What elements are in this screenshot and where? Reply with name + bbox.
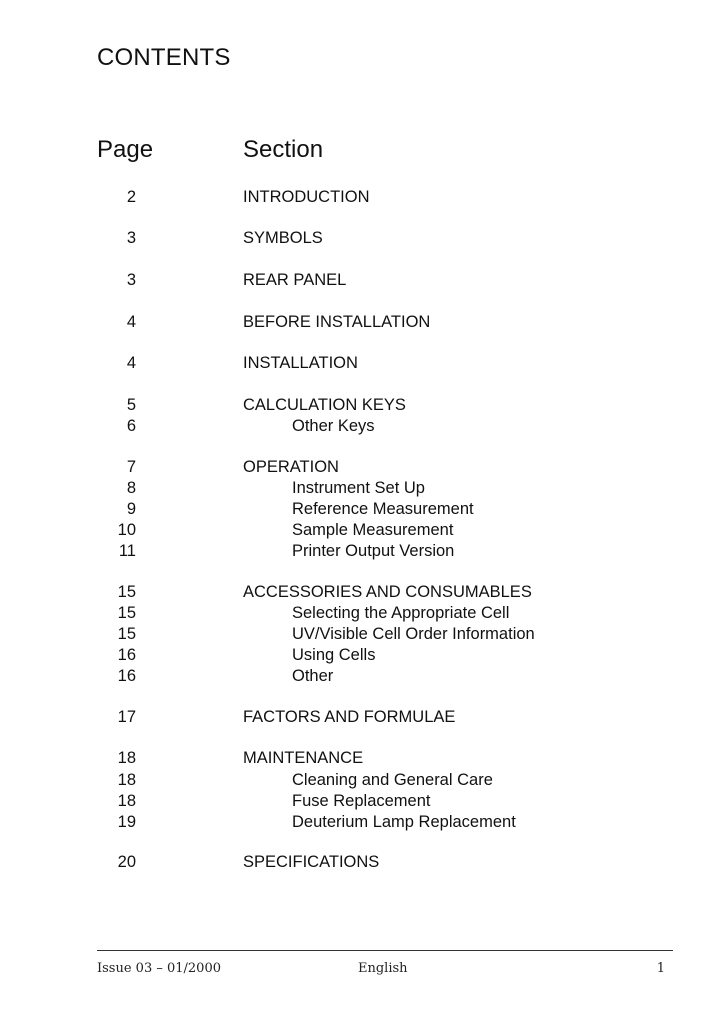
toc-page-number: 15 (117, 583, 136, 601)
toc-entry (0, 312, 723, 333)
toc-page-number: 7 (126, 458, 136, 476)
footer-language: English (358, 961, 408, 976)
toc-page-number: 4 (126, 313, 136, 331)
footer-issue: Issue 03 – 01/2000 (97, 961, 221, 976)
toc-subsection-title: Deuterium Lamp Replacement (292, 813, 516, 831)
toc-subentry (0, 770, 723, 791)
toc-entry (0, 353, 723, 374)
toc-page-number: 11 (118, 542, 136, 560)
toc-subentry (0, 645, 723, 666)
toc-page-number: 15 (117, 604, 136, 622)
toc-page-number: 2 (126, 188, 136, 206)
footer-page-number: 1 (656, 961, 665, 976)
toc-page-number: 4 (126, 354, 136, 372)
toc-subentry (0, 520, 723, 541)
toc-entry (0, 395, 723, 416)
toc-page-number: 15 (117, 625, 136, 643)
toc-subentry (0, 603, 723, 624)
toc-subentry (0, 666, 723, 687)
toc-page-number: 20 (117, 853, 136, 871)
toc-page-number: 16 (117, 646, 136, 664)
toc-subentry (0, 624, 723, 645)
toc-subsection-title: Sample Measurement (292, 521, 454, 539)
toc-page-number: 5 (126, 396, 136, 414)
toc-page-number: 9 (126, 500, 136, 518)
toc-page-number: 17 (117, 708, 136, 726)
toc-subsection-title: Other Keys (292, 417, 375, 435)
toc-entry (0, 187, 723, 208)
toc-subentry (0, 416, 723, 437)
footer-divider (97, 950, 673, 951)
toc-subsection-title: UV/Visible Cell Order Information (292, 625, 535, 643)
toc-page-number: 8 (126, 479, 136, 497)
toc-section-title: ACCESSORIES AND CONSUMABLES (243, 583, 532, 601)
toc-page-number: 10 (117, 521, 136, 539)
toc-section-title: MAINTENANCE (243, 749, 364, 767)
page-title: CONTENTS (97, 44, 231, 71)
toc-subentry (0, 478, 723, 499)
toc-entry (0, 707, 723, 728)
toc-page-number: 18 (117, 749, 136, 767)
toc-section-title: REAR PANEL (243, 271, 347, 289)
toc-section-title: CALCULATION KEYS (243, 396, 406, 414)
toc-subsection-title: Cleaning and General Care (292, 771, 493, 789)
toc-subsection-title: Fuse Replacement (292, 792, 431, 810)
toc-subsection-title: Selecting the Appropriate Cell (292, 604, 510, 622)
toc-section-title: SYMBOLS (243, 229, 323, 247)
toc-section-title: INSTALLATION (243, 354, 358, 372)
toc-subentry (0, 791, 723, 812)
toc-section-title: INTRODUCTION (243, 188, 370, 206)
section-column-header: Section (243, 136, 324, 163)
toc-entry (0, 270, 723, 291)
page-column-header: Page (97, 136, 154, 163)
toc-page-number: 3 (126, 229, 136, 247)
toc-subsection-title: Other (292, 667, 334, 685)
toc-subsection-title: Reference Measurement (292, 500, 474, 518)
toc-page-number: 18 (117, 771, 136, 789)
toc-entry (0, 457, 723, 478)
toc-page-number: 6 (126, 417, 136, 435)
toc-section-title: SPECIFICATIONS (243, 853, 380, 871)
toc-section-title: OPERATION (243, 458, 339, 476)
toc-entry (0, 748, 723, 769)
toc-subentry (0, 541, 723, 562)
toc-section-title: BEFORE INSTALLATION (243, 313, 431, 331)
toc-section-title: FACTORS AND FORMULAE (243, 708, 456, 726)
toc-entry (0, 852, 723, 873)
toc-page-number: 3 (126, 271, 136, 289)
toc-entry (0, 228, 723, 249)
toc-subsection-title: Using Cells (292, 646, 376, 664)
toc-subentry (0, 812, 723, 833)
toc-page-number: 19 (117, 813, 136, 831)
toc-subentry (0, 499, 723, 520)
toc-page-number: 18 (117, 792, 136, 810)
toc-subsection-title: Instrument Set Up (292, 479, 425, 497)
toc-entry (0, 582, 723, 603)
toc-page-number: 16 (117, 667, 136, 685)
toc-subsection-title: Printer Output Version (292, 542, 455, 560)
